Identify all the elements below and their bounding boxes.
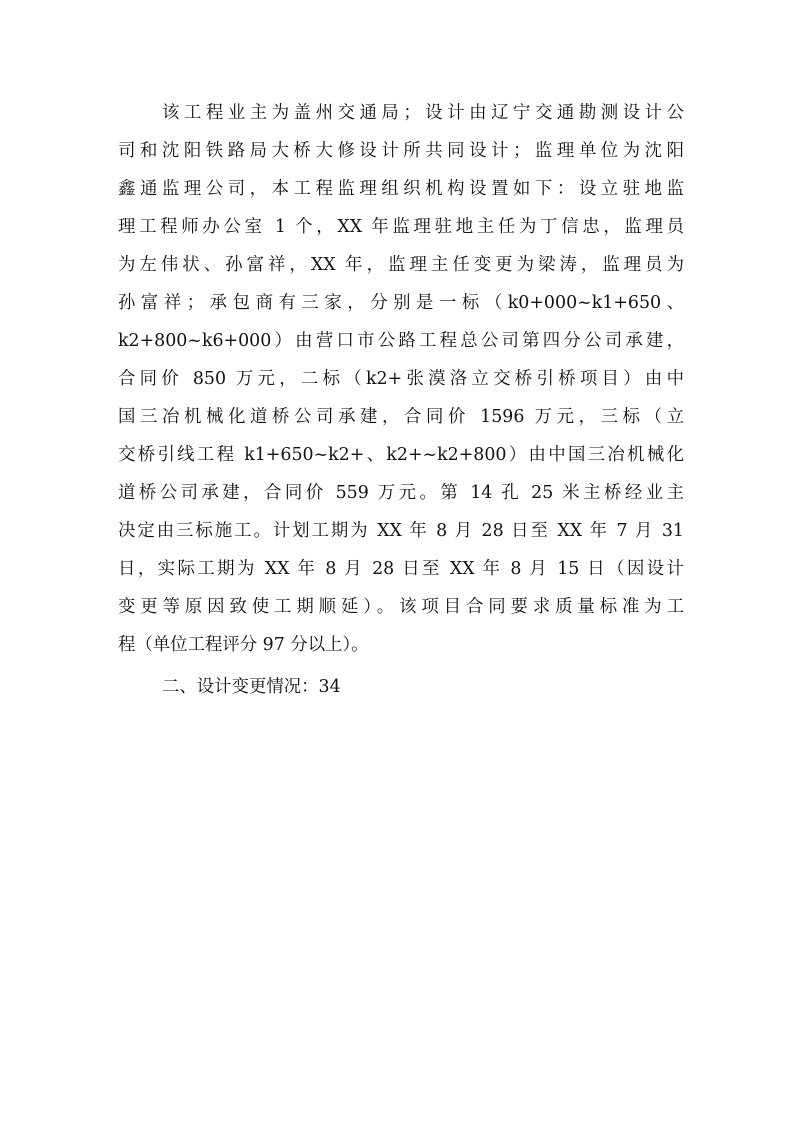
paragraph-line: 变更等原因致使工期顺延）。该项目合同要求质量标准为工 xyxy=(118,597,684,617)
section-heading: 二、设计变更情况：34 xyxy=(162,677,341,697)
paragraph-line: 孙富祥；承包商有三家，分别是一标（k0+000~k1+650、 xyxy=(118,293,684,313)
paragraph-line: k2+800~k6+000）由营口市公路工程总公司第四分公司承建， xyxy=(118,331,684,351)
paragraph-line: 该工程业主为盖州交通局；设计由辽宁交通勘测设计公 xyxy=(162,103,684,123)
paragraph-line: 合同价 850 万元，二标（k2+张漠洛立交桥引桥项目）由中 xyxy=(118,369,684,389)
paragraph-line: 司和沈阳铁路局大桥大修设计所共同设计；监理单位为沈阳 xyxy=(118,141,684,161)
paragraph-line: 鑫通监理公司，本工程监理组织机构设置如下：设立驻地监 xyxy=(118,179,684,199)
paragraph-line: 交桥引线工程 k1+650~k2+、k2+~k2+800）由中国三冶机械化 xyxy=(118,445,684,465)
project-overview-paragraph xyxy=(118,94,684,664)
paragraph-line: 理工程师办公室 1 个，XX 年监理驻地主任为丁信忠，监理员 xyxy=(118,217,684,237)
paragraph-line: 日，实际工期为 XX 年 8 月 28 日至 XX 年 8 月 15 日（因设计 xyxy=(118,559,684,579)
paragraph-line: 程（单位工程评分 97 分以上）。 xyxy=(118,635,369,655)
document-body xyxy=(118,94,684,706)
paragraph-line: 国三冶机械化道桥公司承建，合同价 1596 万元，三标（立 xyxy=(118,407,684,427)
paragraph-line: 道桥公司承建，合同价 559 万元。第 14 孔 25 米主桥经业主 xyxy=(118,483,684,503)
paragraph-line: 为左伟状、孙富祥，XX 年，监理主任变更为梁涛，监理员为 xyxy=(118,255,684,275)
paragraph-line: 决定由三标施工。计划工期为 XX 年 8 月 28 日至 XX 年 7 月 31 xyxy=(118,521,684,541)
